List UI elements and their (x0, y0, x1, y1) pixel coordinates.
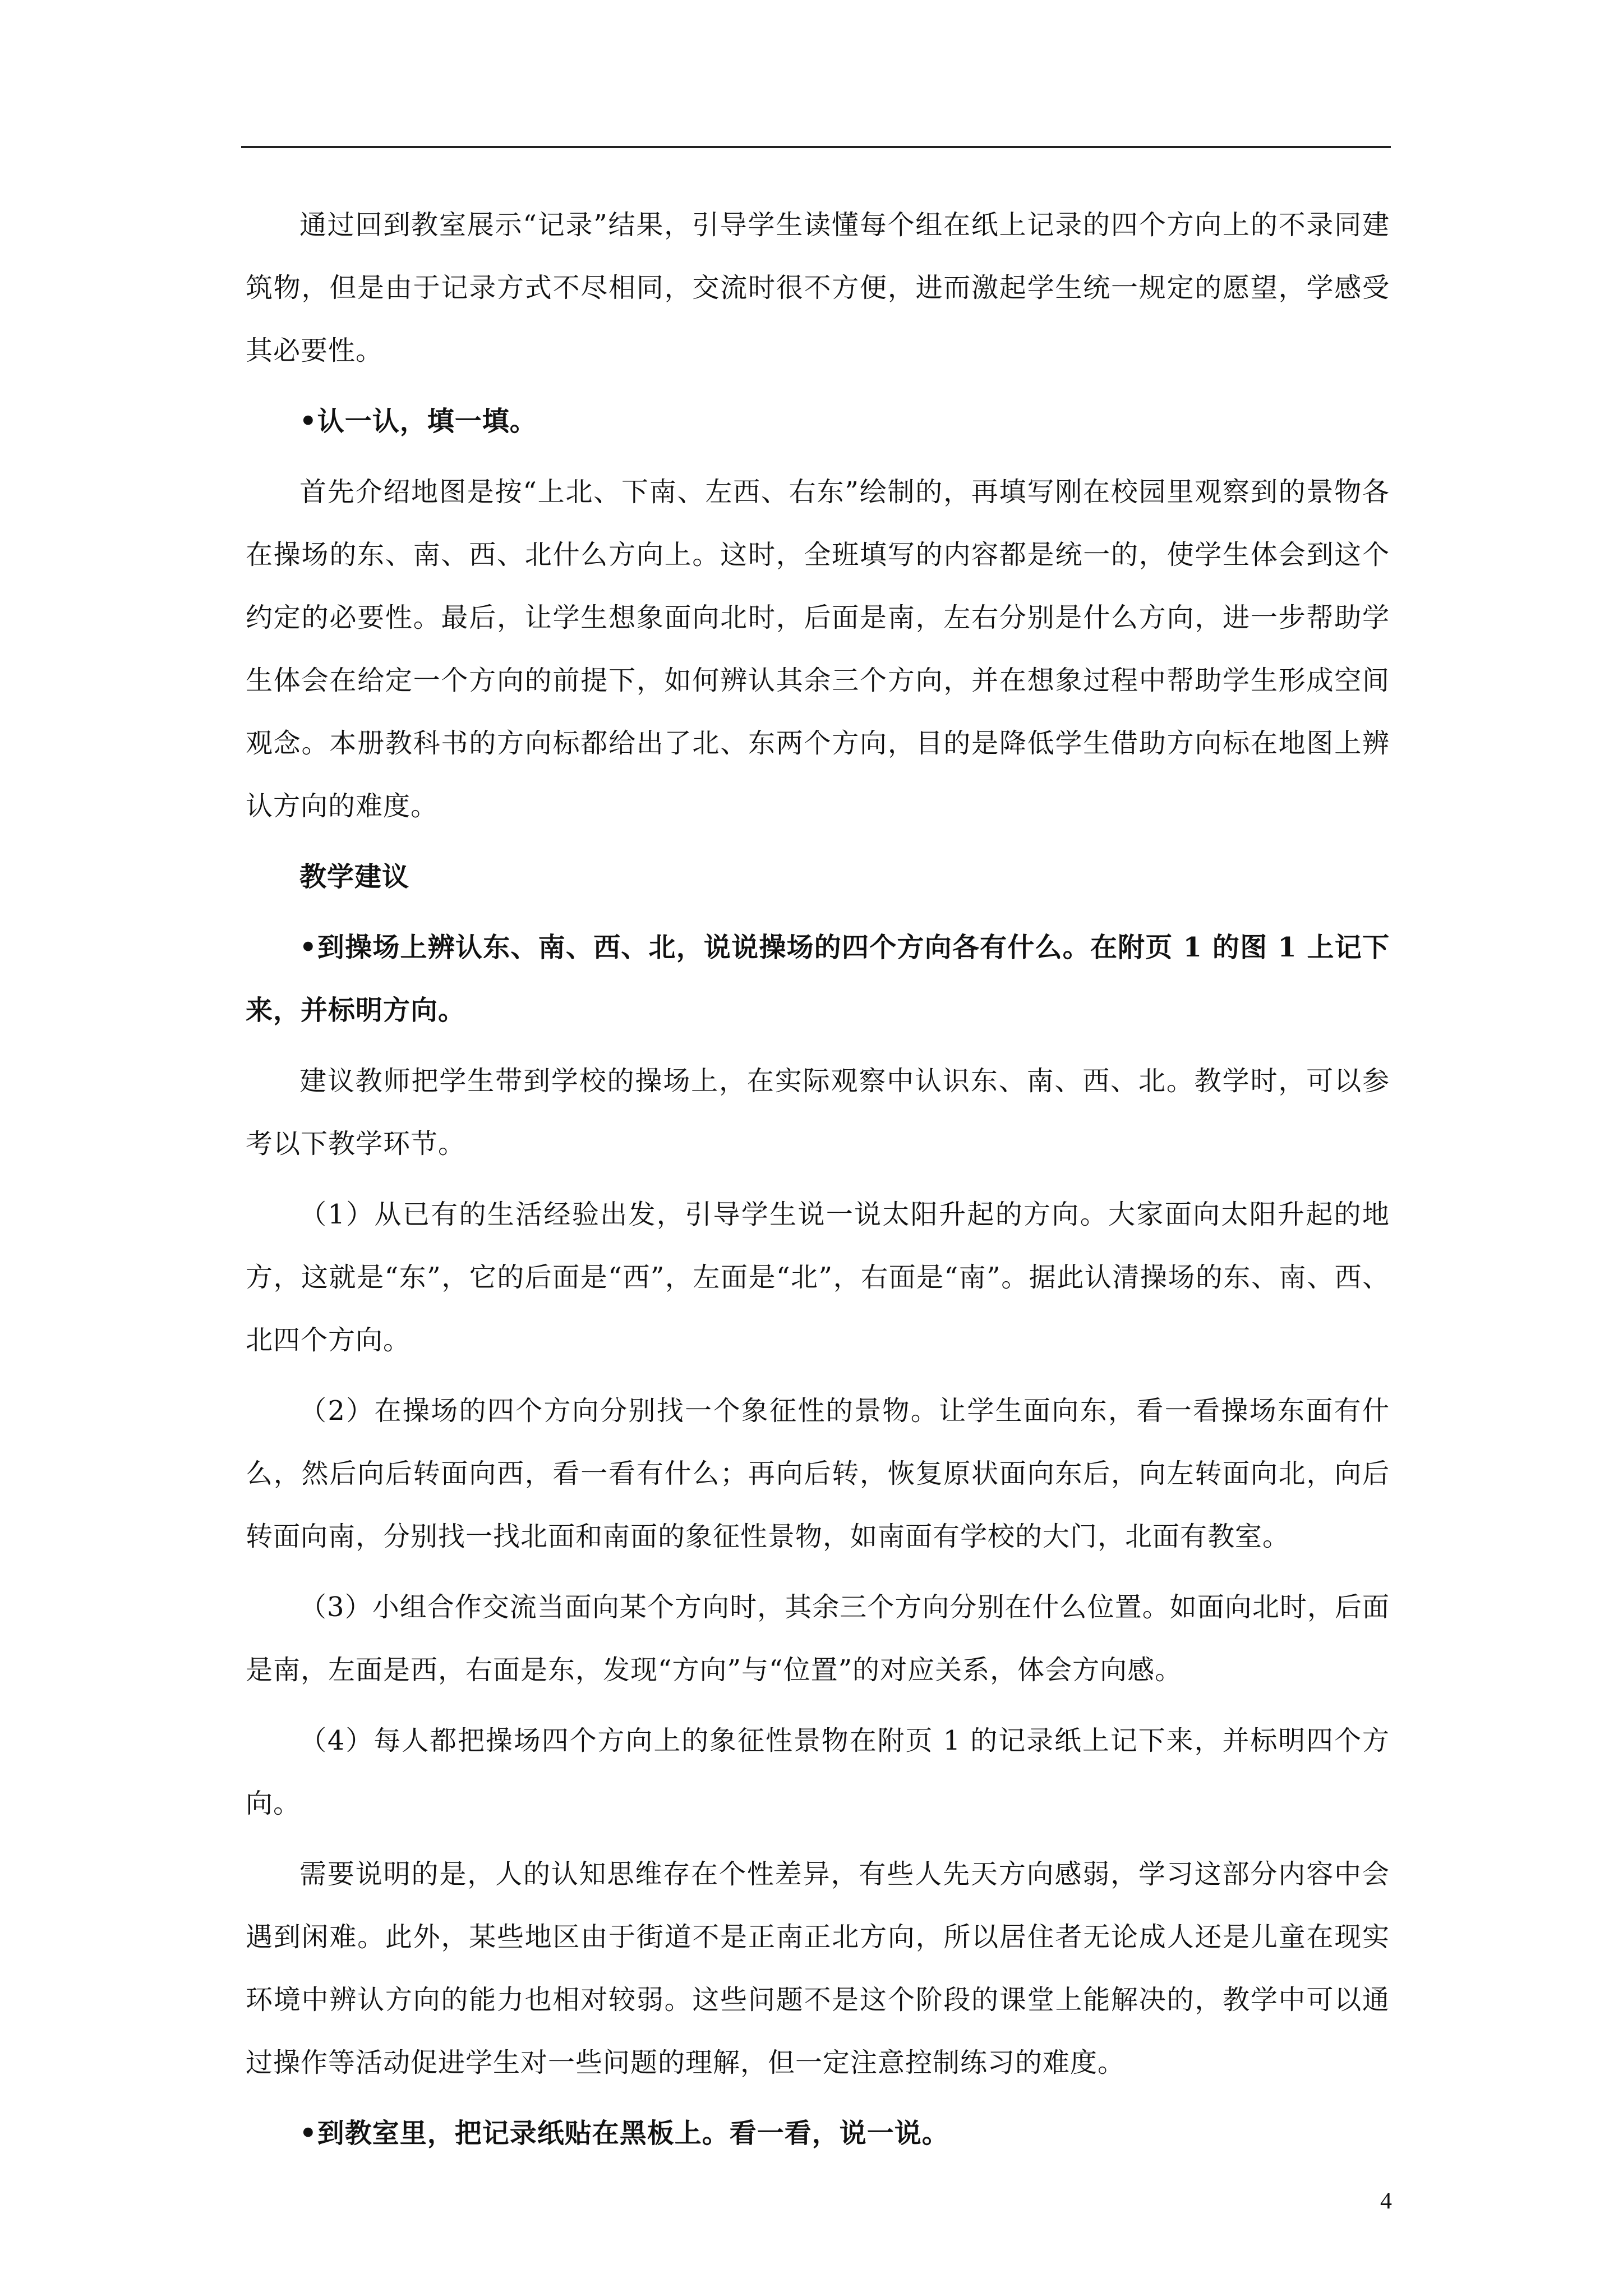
header-rule (241, 146, 1391, 148)
paragraph-step-3: （3）小组合作交流当面向某个方向时，其余三个方向分别在什么位置。如面向北时，后面是南，左面是西，右面是东，发现“方向”与“位置”的对应关系，体会方向感。 (246, 1591, 1390, 1686)
bullet-dot: • (299, 932, 317, 963)
bullet-heading-identify-fill (246, 390, 1390, 453)
bullet-dot: • (299, 406, 317, 437)
paragraph-step-1: （1）从已有的生活经验出发，引导学生说一说太阳升起的方向。大家面向太阳升起的地方，这就是“东”，它的后面是“西”，左面是“北”，右面是“南”。据此认清操场的东、南、西、北四个方向。 (246, 1199, 1390, 1356)
page-number: 4 (1380, 2188, 1392, 2214)
section-heading-teaching-suggestions: 教学建议 (299, 861, 410, 892)
bullet-heading-text: 到操场上辨认东、南、西、北，说说操场的四个方向各有什么。在附页 1 的图 1 上记下来，并标明方向。 (246, 932, 1390, 1026)
bullet-heading-classroom (246, 2102, 1390, 2165)
paragraph-step-2: （2）在操场的四个方向分别找一个象征性的景物。让学生面向东，看一看操场东面有什么，然后向后转面向西，看一看有什么；再向后转，恢复原状面向东后，向左转面向北，向后转面向南，分别找一找北面和南面的象征性景物，如南面有学校的大门，北面有教室。 (246, 1395, 1390, 1552)
paragraph-teacher-suggestion: 建议教师把学生带到学校的操场上，在实际观察中认识东、南、西、北。教学时，可以参考以下教学环节。 (246, 1065, 1390, 1159)
paragraph-step-4: （4）每人都把操场四个方向上的象征性景物在附页 1 的记录纸上记下来，并标明四个方向。 (246, 1725, 1390, 1819)
bullet-heading-text: 到教室里，把记录纸贴在黑板上。看一看，说一说。 (317, 2118, 949, 2149)
bullet-heading-text: 认一认，填一填。 (317, 406, 537, 437)
paragraph-map-introduction: 首先介绍地图是按“上北、下南、左西、右东”绘制的，再填写刚在校园里观察到的景物各在操场的东、南、西、北什么方向上。这时，全班填写的内容都是统一的，使学生体会到这个约定的必要性。最后，让学生想象面向北时，后面是南，左右分别是什么方向，进一步帮助学生体会在给定一个方向的前提下，如何辨认其余三个方向，并在想象过程中帮助学生形成空间观念。本册教科书的方向标都给出了北、东两个方向，目的是降低学生借助方向标在地图上辨认方向的难度。 (246, 476, 1390, 822)
paragraph-record-results: 通过回到教室展示“记录”结果，引导学生读懂每个组在纸上记录的四个方向上的不录同建筑物，但是由于记录方式不尽相同，交流时很不方便，进而激起学生统一规定的愿望，学感受其必要性。 (246, 209, 1390, 366)
document-body (246, 194, 1390, 2173)
bullet-dot: • (299, 2118, 317, 2149)
paragraph-note: 需要说明的是，人的认知思维存在个性差异，有些人先天方向感弱，学习这部分内容中会遇到闲难。此外，某些地区由于街道不是正南正北方向，所以居住者无论成人还是儿童在现实环境中辨认方向的能力也相对较弱。这些问题不是这个阶段的课堂上能解决的，教学中可以通过操作等活动促进学生对一些问题的理解，但一定注意控制练习的难度。 (246, 1858, 1390, 2078)
bullet-heading-playground (246, 916, 1390, 1042)
